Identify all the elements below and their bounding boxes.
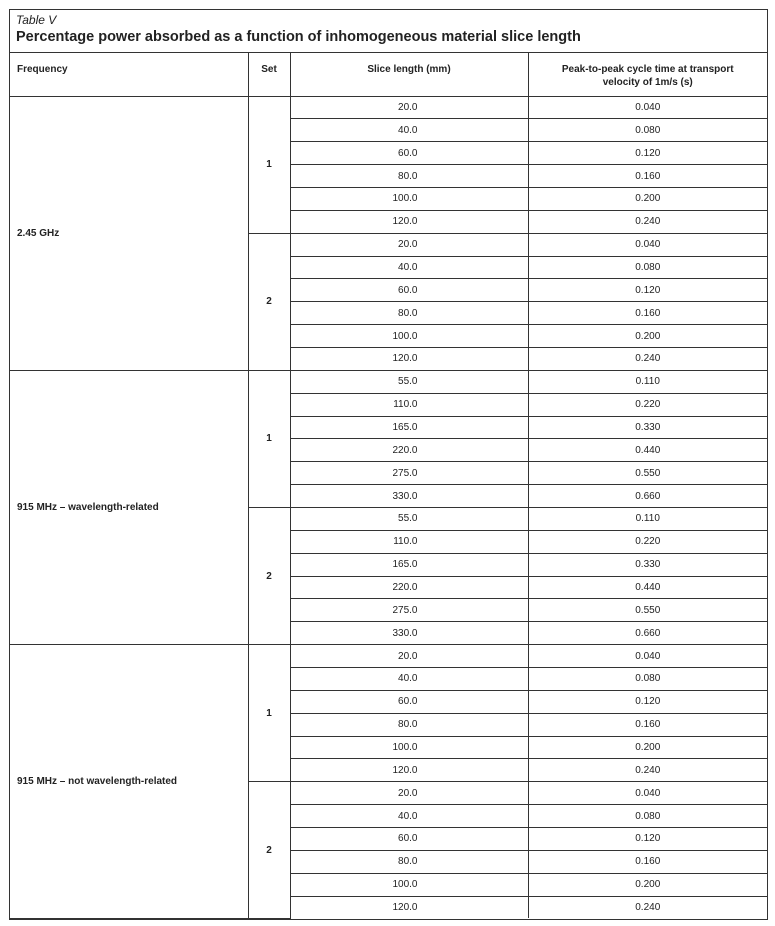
slice-length-cell: 330.0 bbox=[290, 622, 528, 645]
cycle-time-cell: 0.440 bbox=[528, 576, 767, 599]
cycle-time-cell: 0.040 bbox=[528, 645, 767, 668]
slice-length-cell: 40.0 bbox=[290, 667, 528, 690]
cycle-time-cell: 0.660 bbox=[528, 622, 767, 645]
frequency-cell: 915 MHz – not wavelength-related bbox=[10, 645, 248, 919]
cycle-time-cell: 0.220 bbox=[528, 393, 767, 416]
slice-length-cell: 60.0 bbox=[290, 142, 528, 165]
cycle-time-cell: 0.200 bbox=[528, 325, 767, 348]
set-cell: 2 bbox=[248, 507, 290, 644]
slice-length-cell: 165.0 bbox=[290, 416, 528, 439]
header-slice-length: Slice length (mm) bbox=[290, 53, 528, 96]
cycle-time-cell: 0.240 bbox=[528, 759, 767, 782]
slice-length-cell: 110.0 bbox=[290, 393, 528, 416]
cycle-time-cell: 0.160 bbox=[528, 850, 767, 873]
data-table bbox=[10, 53, 767, 919]
slice-length-cell: 20.0 bbox=[290, 233, 528, 256]
cycle-time-cell: 0.330 bbox=[528, 553, 767, 576]
slice-length-cell: 100.0 bbox=[290, 873, 528, 896]
table-body bbox=[10, 96, 767, 918]
cycle-time-cell: 0.550 bbox=[528, 462, 767, 485]
slice-length-cell: 80.0 bbox=[290, 850, 528, 873]
table-row bbox=[10, 370, 767, 393]
cycle-time-cell: 0.110 bbox=[528, 507, 767, 530]
cycle-time-cell: 0.200 bbox=[528, 736, 767, 759]
slice-length-cell: 60.0 bbox=[290, 690, 528, 713]
slice-length-cell: 220.0 bbox=[290, 576, 528, 599]
slice-length-cell: 120.0 bbox=[290, 210, 528, 233]
cycle-time-cell: 0.040 bbox=[528, 96, 767, 119]
slice-length-cell: 120.0 bbox=[290, 347, 528, 370]
slice-length-cell: 220.0 bbox=[290, 439, 528, 462]
slice-length-cell: 20.0 bbox=[290, 96, 528, 119]
slice-length-cell: 80.0 bbox=[290, 713, 528, 736]
slice-length-cell: 330.0 bbox=[290, 485, 528, 508]
table-title: Percentage power absorbed as a function of inhomogeneous material slice length bbox=[16, 29, 581, 45]
slice-length-cell: 20.0 bbox=[290, 645, 528, 668]
slice-length-cell: 60.0 bbox=[290, 279, 528, 302]
cycle-time-cell: 0.080 bbox=[528, 667, 767, 690]
cycle-time-cell: 0.120 bbox=[528, 828, 767, 851]
set-cell: 1 bbox=[248, 645, 290, 782]
slice-length-cell: 20.0 bbox=[290, 782, 528, 805]
slice-length-cell: 80.0 bbox=[290, 302, 528, 325]
slice-length-cell: 120.0 bbox=[290, 896, 528, 918]
cycle-time-cell: 0.110 bbox=[528, 370, 767, 393]
frequency-cell: 2.45 GHz bbox=[10, 96, 248, 370]
cycle-time-cell: 0.440 bbox=[528, 439, 767, 462]
frequency-cell: 915 MHz – wavelength-related bbox=[10, 370, 248, 644]
cycle-time-cell: 0.550 bbox=[528, 599, 767, 622]
slice-length-cell: 40.0 bbox=[290, 119, 528, 142]
table-row bbox=[10, 96, 767, 119]
set-cell: 1 bbox=[248, 370, 290, 507]
cycle-time-cell: 0.220 bbox=[528, 530, 767, 553]
cycle-time-cell: 0.240 bbox=[528, 347, 767, 370]
slice-length-cell: 40.0 bbox=[290, 256, 528, 279]
cycle-time-cell: 0.080 bbox=[528, 119, 767, 142]
slice-length-cell: 165.0 bbox=[290, 553, 528, 576]
slice-length-cell: 275.0 bbox=[290, 462, 528, 485]
cycle-time-cell: 0.660 bbox=[528, 485, 767, 508]
table-row bbox=[10, 645, 767, 668]
set-cell: 2 bbox=[248, 233, 290, 370]
header-frequency: Frequency bbox=[10, 53, 248, 96]
cycle-time-cell: 0.120 bbox=[528, 690, 767, 713]
cycle-time-cell: 0.120 bbox=[528, 142, 767, 165]
slice-length-cell: 60.0 bbox=[290, 828, 528, 851]
cycle-time-cell: 0.240 bbox=[528, 210, 767, 233]
cycle-time-cell: 0.200 bbox=[528, 873, 767, 896]
slice-length-cell: 100.0 bbox=[290, 187, 528, 210]
header-cycle-time: Peak-to-peak cycle time at transport velocity of 1m/s (s) bbox=[528, 53, 767, 96]
header-row bbox=[10, 53, 767, 96]
header-set: Set bbox=[248, 53, 290, 96]
slice-length-cell: 100.0 bbox=[290, 736, 528, 759]
cycle-time-cell: 0.160 bbox=[528, 713, 767, 736]
cycle-time-cell: 0.040 bbox=[528, 782, 767, 805]
cycle-time-cell: 0.160 bbox=[528, 165, 767, 188]
slice-length-cell: 100.0 bbox=[290, 325, 528, 348]
slice-length-cell: 110.0 bbox=[290, 530, 528, 553]
table-label: Table V bbox=[16, 13, 57, 27]
cycle-time-cell: 0.040 bbox=[528, 233, 767, 256]
table-container bbox=[9, 9, 768, 920]
cycle-time-cell: 0.120 bbox=[528, 279, 767, 302]
slice-length-cell: 120.0 bbox=[290, 759, 528, 782]
set-cell: 1 bbox=[248, 96, 290, 233]
table-caption bbox=[10, 10, 767, 53]
cycle-time-cell: 0.330 bbox=[528, 416, 767, 439]
slice-length-cell: 55.0 bbox=[290, 370, 528, 393]
cycle-time-cell: 0.240 bbox=[528, 896, 767, 918]
slice-length-cell: 55.0 bbox=[290, 507, 528, 530]
slice-length-cell: 40.0 bbox=[290, 805, 528, 828]
cycle-time-cell: 0.200 bbox=[528, 187, 767, 210]
set-cell: 2 bbox=[248, 782, 290, 919]
cycle-time-cell: 0.080 bbox=[528, 256, 767, 279]
slice-length-cell: 275.0 bbox=[290, 599, 528, 622]
cycle-time-cell: 0.080 bbox=[528, 805, 767, 828]
slice-length-cell: 80.0 bbox=[290, 165, 528, 188]
cycle-time-cell: 0.160 bbox=[528, 302, 767, 325]
